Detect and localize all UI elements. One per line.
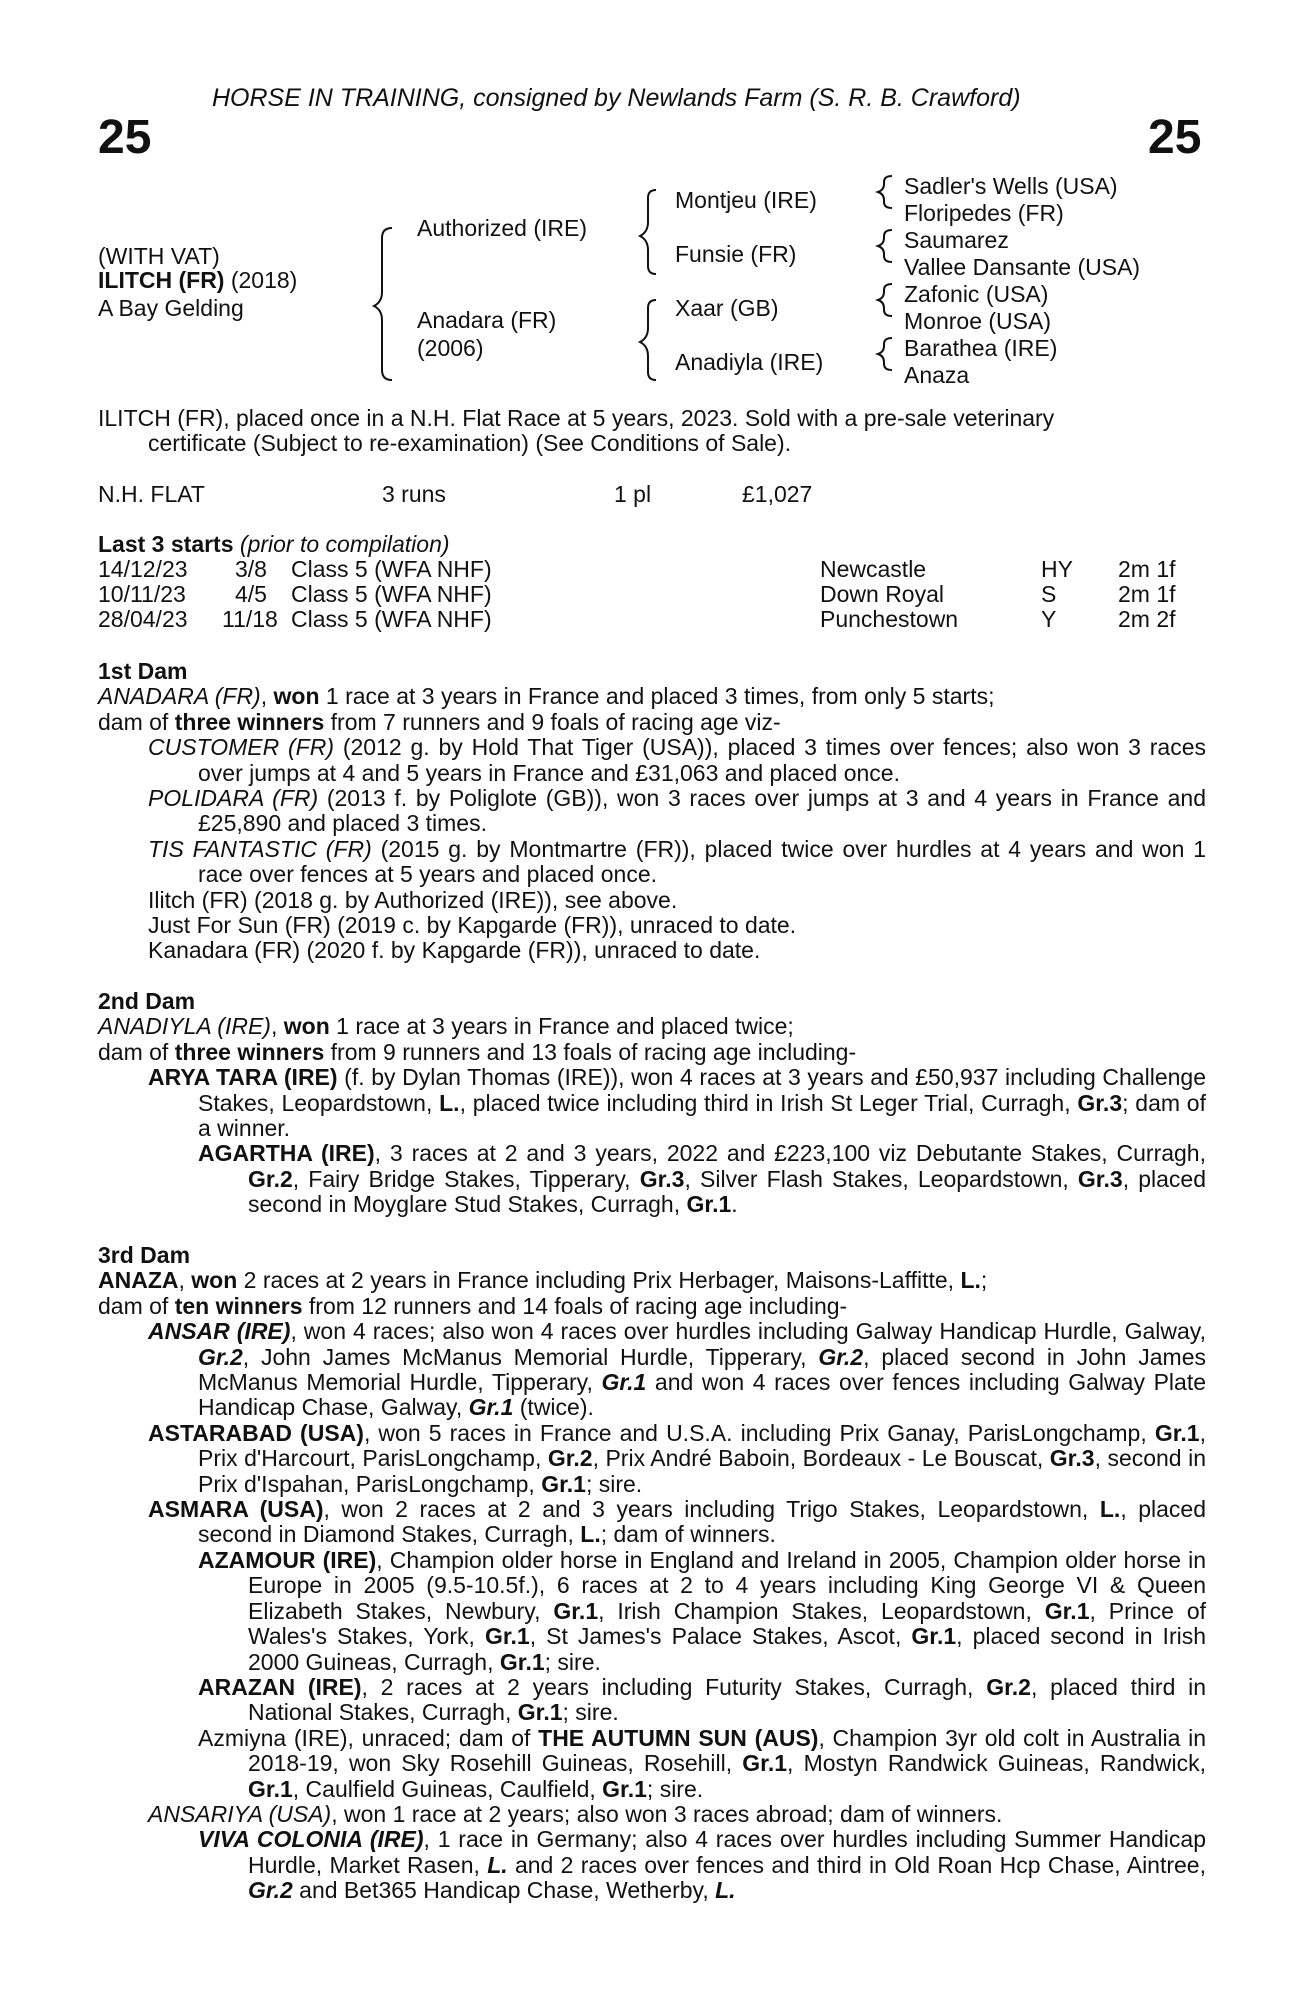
text: and won 4 races over fences including Galway Plate Handicap Chase, Galway, bbox=[198, 1369, 1207, 1421]
grade: Gr.2 bbox=[248, 1165, 293, 1192]
grade: Gr.2 bbox=[248, 1877, 293, 1904]
grade: Gr.1 bbox=[686, 1191, 732, 1218]
text: , won 1 race at 2 years; also won 3 races abroad; dam of winners. bbox=[331, 1800, 1003, 1827]
grade: L. bbox=[580, 1521, 601, 1548]
summary-line-2: certificate (Subject to re-examination) (See Conditions of Sale). bbox=[148, 430, 792, 456]
produce-entry bbox=[98, 1548, 1206, 1675]
record-placed: 1 pl bbox=[614, 481, 652, 507]
winners-count: ten winners bbox=[174, 1292, 303, 1319]
text: , St James's Palace Stakes, Ascot, bbox=[529, 1623, 912, 1650]
dam-name: ANAZA bbox=[98, 1267, 179, 1294]
won-label: won bbox=[191, 1267, 238, 1294]
page-header-title: HORSE IN TRAINING, consigned by Newlands Farm (S. R. B. Crawford) bbox=[212, 84, 1021, 112]
start-going: Y bbox=[1041, 606, 1057, 632]
text: (f. by Dylan Thomas (IRE)), won 4 races at 3 years and £50,937 including Challenge Stakes, Leopardstown, bbox=[198, 1064, 1206, 1116]
text: , Caulfield Guineas, Caulfield, bbox=[292, 1775, 603, 1802]
produce-name: THE AUTUMN SUN (AUS) bbox=[538, 1724, 819, 1751]
won-label: won bbox=[283, 1013, 330, 1040]
start-going: HY bbox=[1041, 556, 1073, 582]
text: 2 races at 2 years in France including Prix Herbager, Maisons-Laffitte, bbox=[237, 1267, 961, 1294]
grade: Gr.3 bbox=[1077, 1089, 1123, 1116]
text: dam of bbox=[98, 1292, 175, 1319]
start-date: 10/11/23 bbox=[98, 581, 186, 607]
start-distance: 2m 1f bbox=[1118, 556, 1176, 582]
produce-name: ASTARABAD (USA) bbox=[148, 1419, 364, 1446]
text: . bbox=[731, 1191, 738, 1218]
summary-line-1: ILITCH (FR), placed once in a N.H. Flat Race at 5 years, 2023. Sold with a pre-sale veterinary bbox=[98, 405, 1055, 431]
produce-entry bbox=[98, 786, 1206, 837]
produce-name: ANSAR (IRE) bbox=[148, 1318, 291, 1345]
grade: L. bbox=[715, 1877, 736, 1904]
pedigree-dss: Zafonic (USA) bbox=[904, 281, 1049, 307]
start-position: 11/18 bbox=[222, 606, 278, 632]
produce-entry: Ilitch (FR) (2018 g. by Authorized (IRE)), see above. bbox=[148, 886, 678, 913]
produce-entry: Kanadara (FR) (2020 f. by Kapgarde (FR)), unraced to date. bbox=[148, 937, 761, 964]
produce-name: ASMARA (USA) bbox=[148, 1496, 324, 1523]
last-starts-heading bbox=[98, 532, 450, 557]
produce-detail: (2013 f. by Poliglote (GB)), won 3 races over jumps at 3 and 4 years in France and £25,890 and placed 3 times. bbox=[198, 785, 1206, 837]
start-date: 28/04/23 bbox=[98, 606, 188, 632]
text: 1 race at 3 years in France and placed twice; bbox=[329, 1013, 794, 1040]
pedigree-dam: Anadara (FR) bbox=[417, 307, 557, 333]
pedigree-dsd: Monroe (USA) bbox=[904, 308, 1051, 334]
pedigree-dam-sire: Xaar (GB) bbox=[675, 295, 779, 321]
text: ; sire. bbox=[544, 1648, 601, 1675]
start-race: Class 5 (WFA NHF) bbox=[291, 606, 492, 632]
produce-name: AZAMOUR (IRE) bbox=[198, 1546, 377, 1573]
text: and 2 races over fences and third in Old Roan Hcp Chase, Aintree, bbox=[507, 1851, 1206, 1878]
grade: Gr.1 bbox=[742, 1750, 788, 1777]
winners-count: three winners bbox=[174, 708, 325, 735]
text: , Prince of Wales's Stakes, York, bbox=[248, 1597, 1206, 1650]
lot-number-right: 25 bbox=[1148, 111, 1202, 164]
produce-name: AGARTHA (IRE) bbox=[198, 1140, 375, 1167]
vat-label: (WITH VAT) bbox=[98, 243, 220, 269]
produce-name: ARAZAN (IRE) bbox=[198, 1673, 362, 1700]
grade: L. bbox=[487, 1851, 508, 1878]
start-distance: 2m 1f bbox=[1118, 581, 1176, 607]
produce-name: VIVA COLONIA (IRE) bbox=[198, 1826, 424, 1853]
text: , bbox=[270, 1013, 284, 1040]
record-earnings: £1,027 bbox=[742, 481, 813, 507]
produce-detail: (2015 g. by Montmartre (FR)), placed twice over hurdles at 4 years and won 1 race over fences at 5 years and placed once. bbox=[198, 835, 1206, 888]
text: , placed twice including third in Irish St Leger Trial, Curragh, bbox=[459, 1089, 1078, 1116]
text: , placed third in National Stakes, Curragh, bbox=[248, 1673, 1206, 1726]
grade: L. bbox=[960, 1267, 981, 1294]
produce-name: ARYA TARA (IRE) bbox=[148, 1064, 338, 1091]
produce-entry bbox=[98, 1497, 1206, 1548]
grade: Gr.2 bbox=[986, 1673, 1031, 1700]
pedigree-sire-dam: Funsie (FR) bbox=[675, 241, 797, 267]
grade: Gr.1 bbox=[602, 1775, 647, 1802]
produce-entry bbox=[98, 837, 1206, 888]
first-dam-section bbox=[98, 659, 1206, 964]
grade: Gr.2 bbox=[818, 1343, 864, 1370]
text: and Bet365 Handicap Chase, Wetherby, bbox=[292, 1877, 716, 1904]
pedigree-sire: Authorized (IRE) bbox=[417, 215, 588, 241]
text: , placed second in John James McManus Memorial Hurdle, Tipperary, bbox=[198, 1343, 1206, 1396]
text: , 1 race in Germany; also 4 races over hurdles including Summer Handicap Hurdle, Market Rasen, bbox=[248, 1826, 1206, 1878]
produce-name: ANSARIYA (USA) bbox=[148, 1800, 332, 1827]
horse-year: (2018) bbox=[230, 267, 298, 293]
pedigree-sire-sire: Montjeu (IRE) bbox=[675, 187, 817, 213]
text: , bbox=[178, 1267, 192, 1294]
dam-name: ANADIYLA (IRE) bbox=[98, 1013, 271, 1040]
pedigree-sds: Saumarez bbox=[904, 227, 1009, 253]
last-starts-title: Last 3 starts bbox=[98, 531, 234, 557]
start-distance: 2m 2f bbox=[1118, 606, 1176, 632]
last-starts-subtitle: (prior to compilation) bbox=[239, 531, 450, 557]
produce-entry bbox=[98, 1802, 1206, 1827]
first-dam-produce-line bbox=[98, 710, 1206, 735]
produce-entry bbox=[98, 1421, 1206, 1497]
text: ; sire. bbox=[585, 1470, 643, 1497]
text: , Prix d'Harcourt, ParisLongchamp, bbox=[198, 1419, 1206, 1472]
horse-name: ILITCH (FR) bbox=[98, 267, 225, 293]
third-dam-line bbox=[98, 1268, 1206, 1293]
dam-name: ANADARA (FR) bbox=[98, 683, 261, 710]
text: , Irish Champion Stakes, Leopardstown, bbox=[598, 1597, 1045, 1624]
grade: Gr.3 bbox=[1049, 1445, 1095, 1472]
start-race: Class 5 (WFA NHF) bbox=[291, 556, 492, 582]
grade: Gr.3 bbox=[1077, 1165, 1123, 1192]
grade: Gr.2 bbox=[198, 1343, 243, 1370]
grade: Gr.1 bbox=[248, 1775, 293, 1802]
text: , Fairy Bridge Stakes, Tipperary, bbox=[292, 1165, 640, 1192]
grade: Gr.1 bbox=[499, 1648, 545, 1675]
start-course: Down Royal bbox=[820, 581, 944, 607]
first-dam-heading: 1st Dam bbox=[98, 658, 188, 684]
produce-entry bbox=[98, 735, 1206, 786]
text: from 12 runners and 14 foals of racing age including- bbox=[302, 1292, 848, 1319]
grade: Gr.1 bbox=[1154, 1419, 1200, 1446]
produce-entry: Just For Sun (FR) (2019 c. by Kapgarde (FR)), unraced to date. bbox=[148, 912, 797, 939]
record-type: N.H. FLAT bbox=[98, 481, 205, 507]
third-dam-section bbox=[98, 1243, 1206, 1904]
grade: Gr.1 bbox=[1044, 1597, 1090, 1624]
start-position: 4/5 bbox=[235, 581, 267, 607]
pedigree-sdd: Vallee Dansante (USA) bbox=[904, 254, 1141, 280]
start-position: 3/8 bbox=[235, 556, 267, 582]
text: dam of bbox=[98, 1038, 175, 1065]
text: ; bbox=[980, 1267, 988, 1294]
text: , Prix André Baboin, Bordeaux - Le Bouscat, bbox=[592, 1445, 1050, 1472]
text: , won 4 races; also won 4 races over hurdles including Galway Handicap Hurdle, Galway, bbox=[290, 1318, 1206, 1345]
grade: Gr.1 bbox=[541, 1470, 586, 1497]
first-dam-line bbox=[98, 684, 1206, 709]
third-dam-heading: 3rd Dam bbox=[98, 1242, 191, 1268]
produce-detail: (2012 g. by Hold That Tiger (USA)), placed 3 times over fences; also won 3 races over jumps at 4 and 5 years in France and £31,063 and placed once. bbox=[198, 734, 1207, 786]
produce-name: TIS FANTASTIC (FR) bbox=[148, 835, 372, 862]
grade: Gr.2 bbox=[547, 1445, 593, 1472]
grade: Gr.1 bbox=[911, 1623, 957, 1650]
produce-entry bbox=[98, 1065, 1206, 1141]
text: , Mostyn Randwick Guineas, Randwick, bbox=[787, 1750, 1207, 1777]
text: ; sire. bbox=[562, 1699, 619, 1726]
grade: Gr.1 bbox=[601, 1369, 647, 1396]
text: ; dam of a winner. bbox=[198, 1089, 1206, 1142]
text: ; dam of winners. bbox=[600, 1521, 776, 1548]
second-dam-heading: 2nd Dam bbox=[98, 988, 196, 1014]
pedigree-dds: Barathea (IRE) bbox=[904, 335, 1058, 361]
second-dam-line bbox=[98, 1014, 1206, 1039]
text: , won 5 races in France and U.S.A. including Prix Ganay, ParisLongchamp, bbox=[363, 1419, 1155, 1446]
winners-count: three winners bbox=[174, 1038, 325, 1065]
pedigree-ssd: Floripedes (FR) bbox=[904, 200, 1064, 226]
text: from 9 runners and 13 foals of racing age including- bbox=[324, 1038, 857, 1065]
start-date: 14/12/23 bbox=[98, 556, 188, 582]
produce-name: POLIDARA (FR) bbox=[148, 785, 319, 812]
text: , placed second in Irish 2000 Guineas, Curragh, bbox=[248, 1623, 1207, 1675]
grade: Gr.1 bbox=[517, 1699, 563, 1726]
pedigree-dam-year: (2006) bbox=[417, 335, 484, 361]
text: , Champion older horse in England and Ireland in 2005, Champion older horse in Europe in 2005 (9.5-10.5f.), 6 races at 2 to 4 years including King George VI & Queen Elizabeth Stakes, Newbury, bbox=[248, 1546, 1207, 1624]
produce-entry bbox=[98, 1726, 1206, 1802]
second-dam-section bbox=[98, 989, 1206, 1218]
produce-name: CUSTOMER (FR) bbox=[148, 734, 334, 761]
start-going: S bbox=[1041, 581, 1057, 607]
record-runs: 3 runs bbox=[382, 481, 446, 507]
text: , Silver Flash Stakes, Leopardstown, bbox=[684, 1165, 1078, 1192]
pedigree-dam-dam: Anadiyla (IRE) bbox=[675, 349, 824, 375]
produce-entry bbox=[98, 1675, 1206, 1726]
text: , placed second in Moyglare Stud Stakes, Curragh, bbox=[248, 1165, 1206, 1218]
won-label: won bbox=[273, 683, 320, 710]
text: , 2 races at 2 years including Futurity Stakes, Curragh, bbox=[361, 1673, 987, 1700]
lot-number-left: 25 bbox=[98, 111, 152, 164]
start-course: Punchestown bbox=[820, 606, 959, 632]
text: 1 race at 3 years in France and placed 3 times, from only 5 starts; bbox=[319, 683, 995, 710]
text: ; sire. bbox=[646, 1775, 704, 1802]
grade: Gr.3 bbox=[639, 1165, 685, 1192]
text: , second in Prix d'Ispahan, ParisLongchamp, bbox=[198, 1445, 1206, 1497]
produce-entry bbox=[98, 1141, 1206, 1217]
grade: L. bbox=[1099, 1496, 1121, 1523]
grade: Gr.1 bbox=[484, 1623, 530, 1650]
text: (twice). bbox=[513, 1394, 594, 1421]
text: , placed second in Diamond Stakes, Curragh, bbox=[198, 1496, 1207, 1548]
pedigree-ddd: Anaza bbox=[904, 362, 970, 388]
horse-description: A Bay Gelding bbox=[98, 295, 244, 321]
produce-entry bbox=[98, 1319, 1206, 1421]
second-dam-produce-line bbox=[98, 1040, 1206, 1065]
produce-entry bbox=[98, 1827, 1206, 1903]
grade: Gr.1 bbox=[468, 1394, 514, 1421]
text: , Champion 3yr old colt in Australia in 2018-19, won Sky Rosehill Guineas, Rosehill, bbox=[248, 1724, 1207, 1777]
text: , John James McManus Memorial Hurdle, Tipperary, bbox=[242, 1343, 819, 1370]
pedigree-sss: Sadler's Wells (USA) bbox=[904, 173, 1118, 199]
text: , 3 races at 2 and 3 years, 2022 and £223,100 viz Debutante Stakes, Curragh, bbox=[374, 1140, 1206, 1167]
text: from 7 runners and 9 foals of racing age viz- bbox=[324, 708, 781, 735]
text: , won 2 races at 2 and 3 years including Trigo Stakes, Leopardstown, bbox=[323, 1496, 1100, 1523]
text: dam of bbox=[98, 708, 175, 735]
text: Azmiyna (IRE), unraced; dam of bbox=[198, 1724, 539, 1751]
pedigree-braces bbox=[0, 0, 1314, 400]
third-dam-produce-line bbox=[98, 1294, 1206, 1319]
start-race: Class 5 (WFA NHF) bbox=[291, 581, 492, 607]
start-course: Newcastle bbox=[820, 556, 927, 582]
grade: L. bbox=[439, 1089, 460, 1116]
text: , bbox=[260, 683, 274, 710]
grade: Gr.1 bbox=[553, 1597, 599, 1624]
